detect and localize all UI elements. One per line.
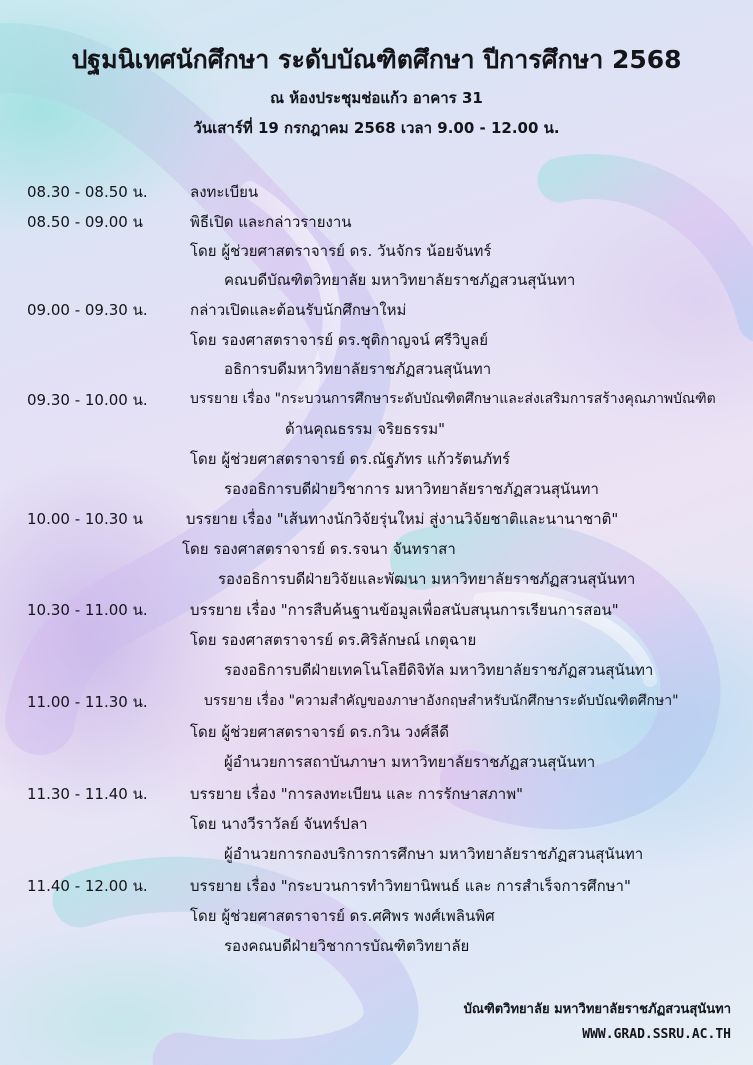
footer-website-link[interactable]: WWW.GRAD.SSRU.AC.TH: [582, 1027, 731, 1042]
schedule-time: 11.00 - 11.30 น.: [27, 693, 148, 711]
schedule-title: พิธีเปิด และกล่าวรายงาน: [190, 213, 352, 231]
schedule-time: 11.40 - 12.00 น.: [27, 877, 148, 895]
schedule-speaker: โดย ผู้ช่วยศาสตราจารย์ ดร.ณัฐภัทร แก้วรัตนภัทร์: [190, 450, 511, 468]
date-time-text: วันเสาร์ที่ 19 กรกฎาคม 2568 เวลา 9.00 - 12.00 น.: [193, 119, 560, 137]
schedule-speaker: โดย ผู้ช่วยศาสตราจารย์ ดร.ศศิพร พงศ์เพลินพิศ: [190, 907, 495, 925]
schedule-position: รองอธิการบดีฝ่ายเทคโนโลยีดิจิทัล มหาวิทยาลัยราชภัฏสวนสุนันทา: [224, 661, 654, 679]
page-title: ปฐมนิเทศนักศึกษา ระดับบัณฑิตศึกษา ปีการศึกษา 2568: [71, 45, 682, 74]
schedule-position: อธิการบดีมหาวิทยาลัยราชภัฏสวนสุนันทา: [224, 360, 492, 378]
schedule-position: คณบดีบัณฑิตวิทยาลัย มหาวิทยาลัยราชภัฏสวนสุนันทา: [224, 271, 576, 289]
schedule-title: บรรยาย เรื่อง "การสืบค้นฐานข้อมูลเพื่อสนับสนุนการเรียนการสอน": [190, 601, 619, 619]
schedule-time: 10.00 - 10.30 น: [27, 510, 143, 528]
schedule-title: กล่าวเปิดและต้อนรับนักศึกษาใหม่: [190, 301, 407, 319]
schedule-title: บรรยาย เรื่อง "กระบวนการศึกษาระดับบัณฑิตศึกษาและส่งเสริมการสร้างคุณภาพบัณฑิต: [190, 391, 716, 407]
schedule-time: 09.30 - 10.00 น.: [27, 391, 148, 409]
schedule-position: รองอธิการบดีฝ่ายวิจัยและพัฒนา มหาวิทยาลัยราชภัฏสวนสุนันทา: [218, 570, 636, 588]
footer-organization: บัณฑิตวิทยาลัย มหาวิทยาลัยราชภัฏสวนสุนันทา: [463, 1002, 731, 1017]
schedule-speaker: โดย รองศาสตราจารย์ ดร.ชุติกาญจน์ ศรีวิบูลย์: [190, 331, 488, 349]
schedule-time: 08.50 - 09.00 น: [27, 213, 143, 231]
schedule-position: ผู้อำนวยการสถาบันภาษา มหาวิทยาลัยราชภัฏสวนสุนันทา: [224, 753, 596, 771]
schedule-title-continued: ด้านคุณธรรม จริยธรรม": [285, 420, 445, 438]
schedule-time: 09.00 - 09.30 น.: [27, 301, 148, 319]
schedule-time: 08.30 - 08.50 น.: [27, 183, 148, 201]
schedule-title: บรรยาย เรื่อง "เส้นทางนักวิจัยรุ่นใหม่ สู่งานวิจัยชาติและนานาชาติ": [186, 510, 619, 528]
schedule-time: 10.30 - 11.00 น.: [27, 601, 148, 619]
schedule-title: บรรยาย เรื่อง "ความสำคัญของภาษาอังกฤษสำหรับนักศึกษาระดับบัณฑิตศึกษา": [204, 693, 679, 709]
venue-text: ณ ห้องประชุมช่อแก้ว อาคาร 31: [270, 89, 483, 107]
schedule-time: 11.30 - 11.40 น.: [27, 785, 148, 803]
schedule-position: รองคณบดีฝ่ายวิชาการบัณฑิตวิทยาลัย: [224, 937, 470, 955]
schedule-speaker: โดย นางวีราวัลย์ จันทร์ปลา: [190, 815, 368, 833]
schedule-speaker: โดย ผู้ช่วยศาสตราจารย์ ดร.กวิน วงศ์ลีดี: [190, 723, 449, 741]
schedule-title: ลงทะเบียน: [190, 183, 259, 201]
schedule-position: รองอธิการบดีฝ่ายวิชาการ มหาวิทยาลัยราชภัฏสวนสุนันทา: [224, 480, 599, 498]
schedule-title: บรรยาย เรื่อง "การลงทะเบียน และ การรักษาสภาพ": [190, 785, 524, 803]
schedule-speaker: โดย รองศาสตราจารย์ ดร.รจนา จันทราสา: [182, 540, 456, 558]
schedule-speaker: โดย รองศาสตราจารย์ ดร.ศิริลักษณ์ เกตุฉาย: [190, 631, 477, 649]
schedule-speaker: โดย ผู้ช่วยศาสตราจารย์ ดร. วันจักร น้อยจันทร์: [190, 242, 492, 260]
schedule-position: ผู้อำนวยการกองบริการการศึกษา มหาวิทยาลัยราชภัฏสวนสุนันทา: [224, 845, 644, 863]
schedule-title: บรรยาย เรื่อง "กระบวนการทำวิทยานิพนธ์ และ การสำเร็จการศึกษา": [190, 877, 631, 895]
